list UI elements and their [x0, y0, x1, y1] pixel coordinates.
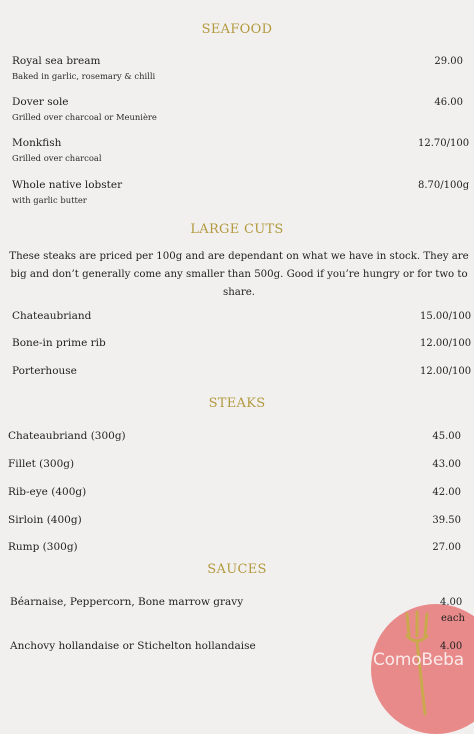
menu-item-price: 12.00/100	[420, 338, 472, 349]
menu-item-name: Anchovy hollandaise or Stichelton hollandaise	[10, 640, 256, 652]
menu-item-price: 27.00	[432, 542, 461, 553]
menu-item-price: 45.00	[432, 431, 461, 442]
section-heading-steaks: STEAKS	[208, 396, 266, 411]
menu-item-price: 12.00/100	[420, 366, 472, 377]
menu-item-name: Sirloin (400g)	[8, 514, 82, 526]
menu-item-name: Dover sole	[12, 96, 69, 108]
menu-item-price-note: each	[441, 613, 465, 624]
menu-item-description: Grilled over charcoal	[12, 153, 102, 163]
menu-item-name: Rump (300g)	[8, 541, 78, 553]
menu-item-price: 15.00/100	[420, 311, 472, 322]
section-heading-seafood: SEAFOOD	[201, 22, 273, 37]
menu-item-name: Royal sea bream	[12, 55, 101, 67]
menu-item-name: Porterhouse	[12, 365, 77, 377]
menu-item-name: Monkfish	[12, 137, 62, 149]
menu-item-name: Rib-eye (400g)	[8, 486, 87, 498]
large-cuts-intro: These steaks are priced per 100g and are dependant on what we have in stock. They are big and don’t generally come any smaller than 500g. Good if you’re hungry or for two to share.	[9, 251, 469, 298]
menu-item-price: 8.70/100g	[418, 180, 470, 191]
menu-item-name: Béarnaise, Peppercorn, Bone marrow gravy	[10, 596, 244, 608]
menu-item-name: Chateaubriand (300g)	[8, 430, 126, 442]
section-heading-sauces: SAUCES	[207, 562, 267, 577]
menu-item-price: 4.00	[440, 597, 463, 608]
menu-item-name: Bone-in prime rib	[12, 337, 106, 349]
menu-item-description: Baked in garlic, rosemary & chilli	[12, 71, 156, 81]
section-heading-large-cuts: LARGE CUTS	[190, 222, 284, 237]
menu-item-price: 29.00	[434, 56, 463, 67]
menu-item-price: 12.70/100	[418, 138, 470, 149]
menu-item-price: 43.00	[432, 459, 461, 470]
menu-item-description: Grilled over charcoal or Meunière	[12, 112, 157, 122]
menu-item-price: 42.00	[432, 487, 461, 498]
menu-item-price: 4.00	[440, 641, 463, 652]
menu-item-price: 46.00	[434, 97, 463, 108]
menu-item-name: Whole native lobster	[12, 179, 123, 191]
watermark-text: ComoBeba	[373, 650, 464, 670]
menu-item-name: Fillet (300g)	[8, 458, 75, 470]
menu-item-name: Chateaubriand	[12, 310, 92, 322]
menu-item-description: with garlic butter	[12, 195, 87, 205]
menu-item-price: 39.50	[432, 515, 461, 526]
